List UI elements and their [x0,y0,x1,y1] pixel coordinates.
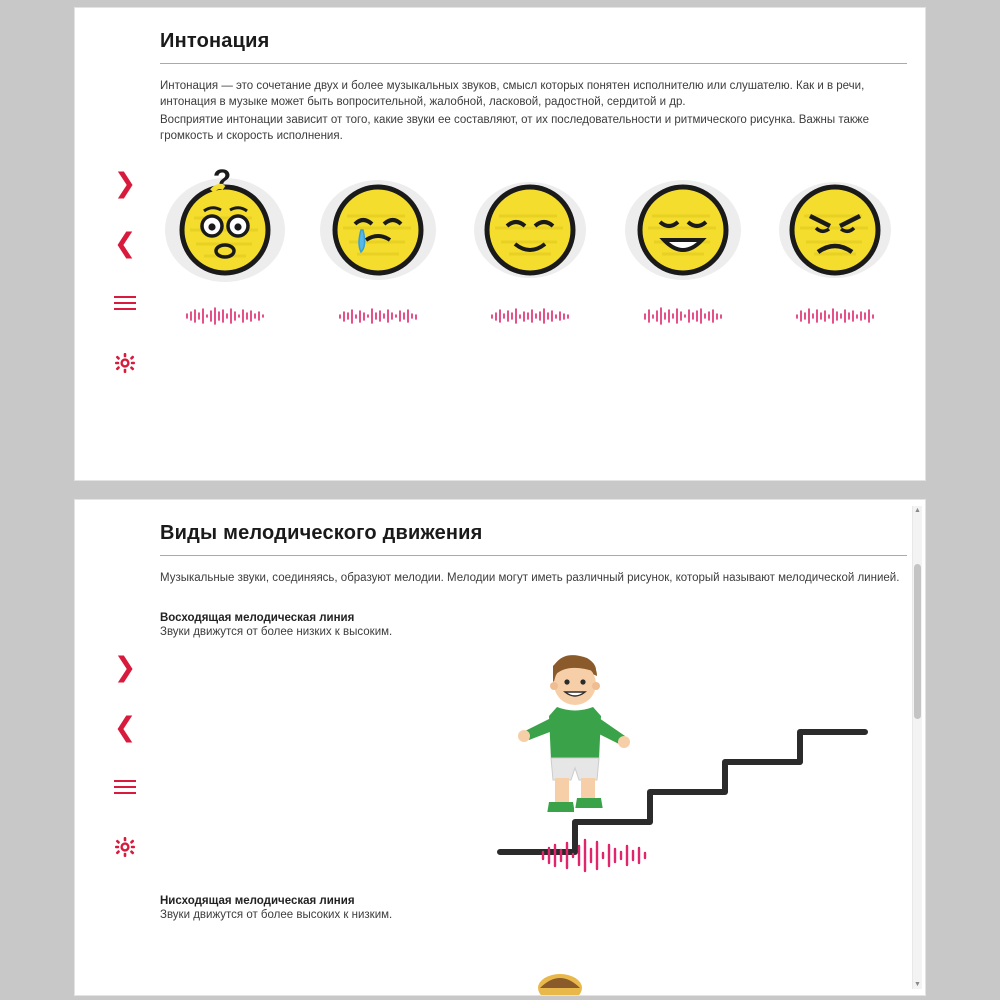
emoji-card-questioning[interactable] [160,158,290,326]
section-text-ascending: Звуки движутся от более низких к высоким. [160,626,393,638]
gear-icon [115,353,135,373]
prev-arrow-button[interactable] [108,226,142,260]
paragraph: Восприятие интонации зависит от того, какие звуки ее составляют, от их последовательности и ритмического рисунка. Важны также громкость и скорость исполнения. [160,114,869,142]
boy-descending-stairs-illustration [530,958,590,995]
scrollbar-thumb[interactable] [914,564,921,719]
toolbar-rail-bottom [95,650,155,864]
menu-button[interactable] [108,770,142,804]
page-title: Виды мелодического движения [160,522,483,544]
title-divider [160,555,907,556]
hamburger-menu-icon [114,296,136,310]
section-heading-ascending: Восходящая мелодическая линия [160,612,355,624]
chevron-right-icon: ❯ [113,651,137,683]
next-arrow-button[interactable] [108,650,142,684]
settings-button[interactable] [108,830,142,864]
audio-waveform[interactable] [490,306,570,326]
paragraph: Музыкальные звуки, соединяясь, образуют мелодии. Мелодии могут иметь различный рисунок, который называют мелодической линией. [160,572,900,584]
emoji-angry-icon [770,158,900,288]
section-heading-descending: Нисходящая мелодическая линия [160,895,355,907]
menu-button[interactable] [108,286,142,320]
settings-button[interactable] [108,346,142,380]
scroll-down-arrow[interactable]: ▼ [914,981,921,988]
emoji-card-joyful[interactable] [618,158,748,326]
gear-icon [115,837,135,857]
toolbar-rail-top [95,166,155,380]
emoji-gallery [160,158,900,326]
chevron-right-icon: ❯ [113,167,137,199]
scrollbar-vertical[interactable] [912,506,922,989]
next-arrow-button[interactable] [108,166,142,200]
slide-panel-intonation [75,8,925,480]
audio-waveform[interactable] [338,306,418,326]
emoji-card-angry[interactable] [770,158,900,326]
slide-content-bottom [160,500,907,995]
svg-text:?: ? [212,164,232,197]
emoji-questioning-icon [160,158,290,288]
chevron-left-icon: ❮ [113,711,137,743]
chevron-left-icon: ❮ [113,227,137,259]
emoji-tender-icon [465,158,595,288]
title-divider [160,63,907,64]
page-title: Интонация [160,30,270,52]
emoji-crying-icon [313,158,443,288]
section-text-descending: Звуки движутся от более высоких к низким. [160,909,393,921]
emoji-card-crying[interactable] [313,158,443,326]
emoji-joyful-icon [618,158,748,288]
audio-waveform[interactable] [643,306,723,326]
audio-waveform[interactable] [185,306,265,326]
emoji-card-tender[interactable] [465,158,595,326]
paragraph: Интонация — это сочетание двух и более музыкальных звуков, смысл которых понятен исполнителю или слушателю. Как и в речи, интонация в музыке может быть вопросительной, жалобной, ласковой, радостной, сердитой и др. [160,80,865,108]
prev-arrow-button[interactable] [108,710,142,744]
audio-waveform[interactable] [795,306,875,326]
audio-waveform[interactable] [540,835,650,875]
scroll-up-arrow[interactable]: ▲ [914,507,921,514]
hamburger-menu-icon [114,780,136,794]
slide-panel-melodic-motion [75,500,925,995]
